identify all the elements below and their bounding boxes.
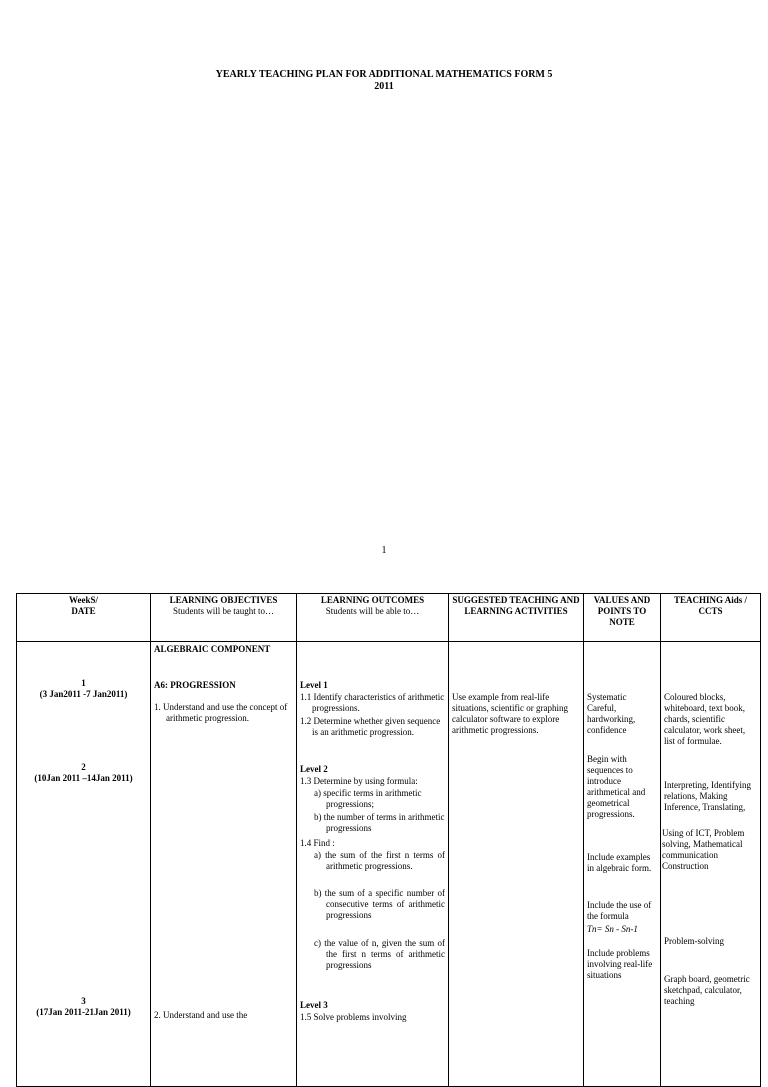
week-1 xyxy=(20,678,147,700)
values-cell xyxy=(584,642,661,1087)
header-activities: SUGGESTED TEACHING AND LEARNING ACTIVITIES xyxy=(449,594,584,642)
week-3 xyxy=(20,996,147,1018)
week-3-date: (17Jan 2011-21Jan 2011) xyxy=(36,1007,131,1017)
aids-2: Interpreting, Identifying relations, Making Inference, Translating, xyxy=(664,780,751,812)
topic-heading: A6: PROGRESSION xyxy=(154,680,236,690)
aids-1: Coloured blocks, whiteboard, text book, chards, scientific calculator, work sheet, list of formulae. xyxy=(664,692,746,746)
aids-3: Using of ICT, Problem solving, Mathematical communication Construction xyxy=(662,828,745,871)
week-1-number: 1 xyxy=(81,678,86,688)
aids-cell xyxy=(661,642,761,1087)
aids-5: Graph board, geometric sketchpad, calculator, teaching xyxy=(664,974,750,1006)
level-3-label: Level 3 xyxy=(300,1000,328,1010)
header-outcomes-sub: Students will be able to… xyxy=(325,606,420,616)
component-heading: ALGEBRAIC COMPONENT xyxy=(154,644,271,654)
outcome-1-3: 1.3 Determine by using formula: xyxy=(300,776,418,786)
aids-4: Problem-solving xyxy=(664,936,724,946)
week-2 xyxy=(20,762,147,784)
week-2-number: 2 xyxy=(81,762,86,772)
value-2: Begin with sequences to introduce arithmetical and geometrical progressions. xyxy=(587,754,646,819)
outcome-1-4: 1.4 Find : xyxy=(300,838,335,848)
header-objectives-sub: Students will be taught to… xyxy=(173,606,274,616)
activities-cell xyxy=(449,642,584,1087)
outcome-1-5: 1.5 Solve problems involving xyxy=(300,1012,407,1022)
outcome-1-3a: a) specific terms in arithmetic progressions; xyxy=(314,788,422,809)
header-outcomes xyxy=(297,594,449,642)
value-3: Include examples in algebraic form. xyxy=(587,852,652,873)
outcome-1-3b: b) the number of terms in arithmetic progressions xyxy=(314,812,445,833)
header-outcomes-label: LEARNING OUTCOMES xyxy=(320,595,425,605)
week-2-date: (10Jan 2011 –14Jan 2011) xyxy=(34,773,133,783)
header-objectives-label: LEARNING OBJECTIVES xyxy=(169,595,278,605)
header-weeks-line2: DATE xyxy=(71,606,96,616)
value-4: Include the use of the formula xyxy=(587,900,652,921)
header-weeks-line1: WeekS/ xyxy=(68,595,98,605)
document-title xyxy=(0,69,768,93)
outcome-1-4c: c) the value of n, given the sum of the first n terms of arithmetic progressions xyxy=(314,938,445,970)
week-3-number: 3 xyxy=(81,996,86,1006)
teaching-plan-table xyxy=(16,593,761,1087)
outcome-1-4b: b) the sum of a specific number of consecutive terms of arithmetic progressions xyxy=(314,888,445,920)
title-line-2: 2011 xyxy=(374,81,394,92)
value-5: Include problems involving real-life situations xyxy=(587,948,653,980)
value-1: Systematic Careful, hardworking, confidence xyxy=(587,692,636,735)
objective-1: 1. Understand and use the concept of arithmetic progression. xyxy=(154,702,288,723)
page-number: 1 xyxy=(381,545,387,556)
header-aids: TEACHING Aids / CCTS xyxy=(661,594,761,642)
level-1-label: Level 1 xyxy=(300,680,328,690)
objectives-cell xyxy=(151,642,297,1087)
table-row xyxy=(17,642,761,1087)
header-values: VALUES AND POINTS TO NOTE xyxy=(584,594,661,642)
header-objectives xyxy=(151,594,297,642)
outcome-1-1: 1.1 Identify characteristics of arithmetic progressions. xyxy=(300,692,445,713)
table-header-row xyxy=(17,594,761,642)
level-2-label: Level 2 xyxy=(300,764,328,774)
header-weeks xyxy=(17,594,151,642)
weeks-cell xyxy=(17,642,151,1087)
title-line-1: YEARLY TEACHING PLAN FOR ADDITIONAL MATHEMATICS FORM 5 xyxy=(215,69,553,80)
activity-1: Use example from real-life situations, scientific or graphing calculator software to explore arithmetic progressions. xyxy=(452,692,568,735)
outcomes-cell xyxy=(297,642,449,1087)
formula-text: Tn= Sn - Sn-1 xyxy=(587,924,638,934)
week-1-date: (3 Jan2011 -7 Jan2011) xyxy=(39,689,128,699)
outcome-1-4a: a) the sum of the first n terms of arithmetic progressions. xyxy=(314,850,445,871)
outcome-1-2: 1.2 Determine whether given sequence is an arithmetic progression. xyxy=(300,716,441,737)
objective-2: 2. Understand and use the xyxy=(154,1010,248,1020)
